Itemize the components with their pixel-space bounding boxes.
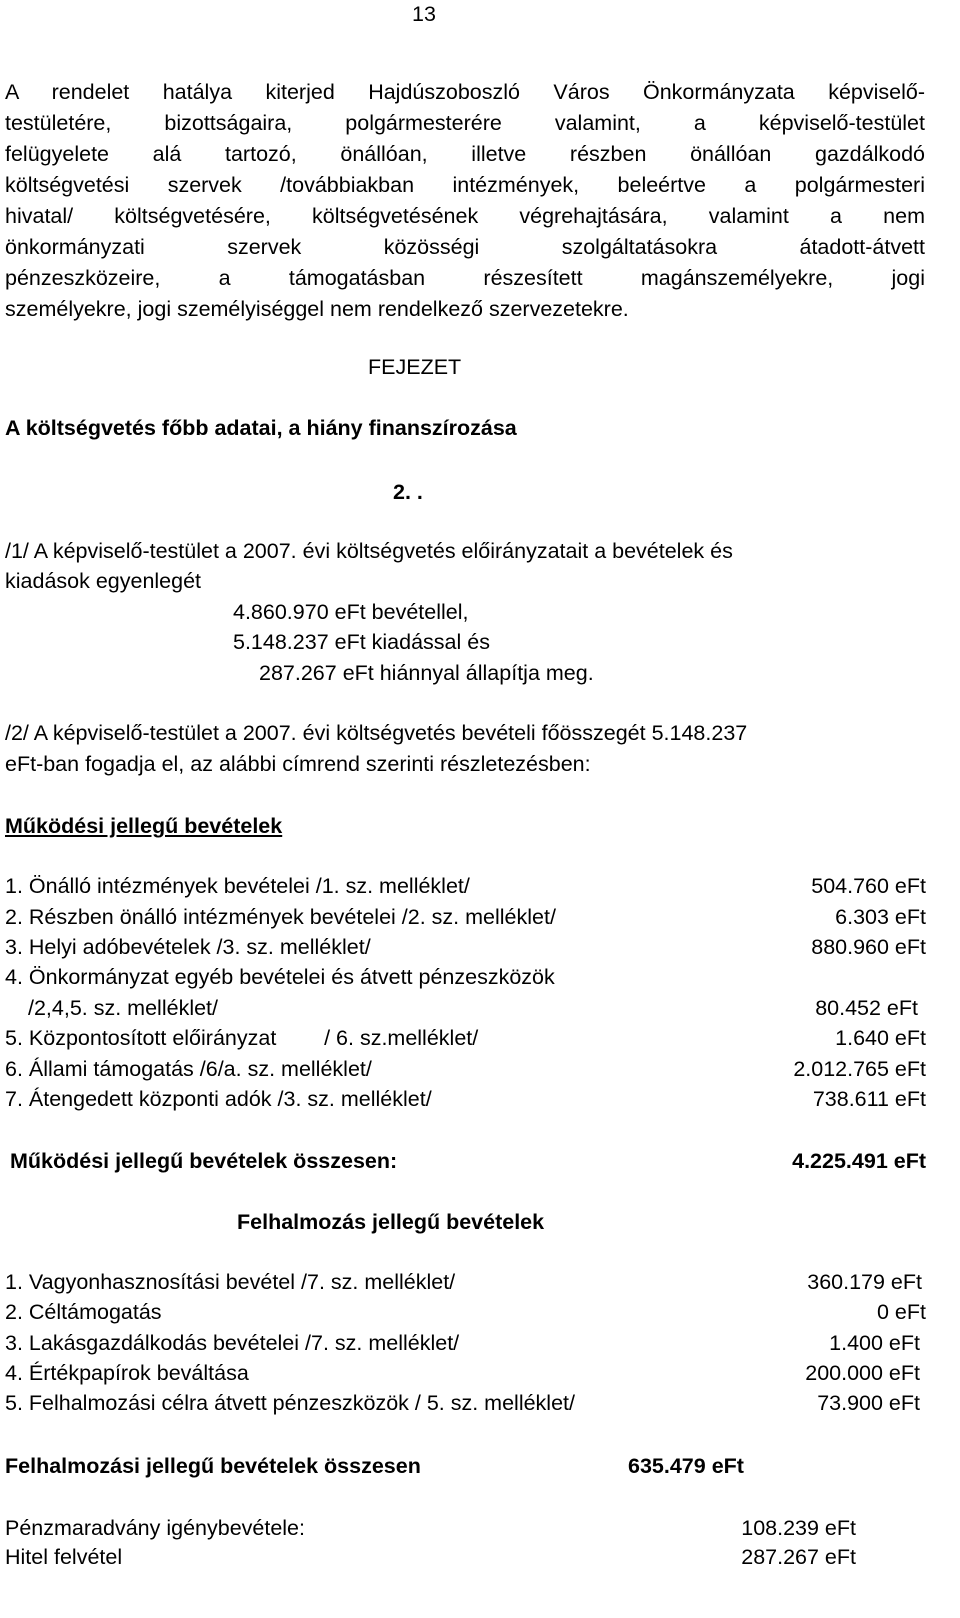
para1-line: /1/ A képviselő-testület a 2007. évi költségvetés előirányzatait a bevételek és [5,539,733,563]
operating-item-value: 1.640 eFt [835,1026,926,1050]
operating-total-value: 4.225.491 eFt [792,1149,926,1173]
operating-item-label: 1. Önálló intézmények bevételei /1. sz. melléklet/ [5,874,470,898]
operating-heading: Működési jellegű bevételek [5,814,283,838]
intro-line: személyekre, jogi személyiséggel nem rendelkező szervezetekre. [5,297,629,321]
capital-item-label: 3. Lakásgazdálkodás bevételei /7. sz. melléklet/ [5,1331,460,1355]
loan-label: Hitel felvétel [5,1545,123,1569]
para1-revenue: 4.860.970 eFt bevétellel, [233,600,469,624]
intro-line: felügyelete alá tartozó, önállóan, illetve részben önállóan gazdálkodó [5,142,925,166]
para1-line: kiadások egyenlegét [5,569,202,593]
capital-item-label: 5. Felhalmozási célra átvett pénzeszközök / 5. sz. melléklet/ [5,1391,575,1415]
capital-item-value: 1.400 eFt [829,1331,920,1355]
intro-line: hivatal/ költségvetésére, költségvetésének végrehajtására, valamint a nem [5,204,925,228]
intro-line: pénzeszközeire, a támogatásban részesített magánszemélyekre, jogi [5,266,925,290]
operating-item-value: 6.303 eFt [835,905,926,929]
chapter-title: A költségvetés főbb adatai, a hiány finanszírozása [5,416,517,440]
intro-line: önkormányzati szervek közösségi szolgáltatásokra átadott-átvett [5,235,925,259]
capital-total-value: 635.479 eFt [628,1454,744,1478]
para2-line: eFt-ban fogadja el, az alábbi címrend szerinti részletezésben: [5,752,591,776]
operating-item-value: 880.960 eFt [811,935,926,959]
intro-line: A rendelet hatálya kiterjed Hajdúszoboszló Város Önkormányzata képviselő- [5,80,925,104]
capital-total-label: Felhalmozási jellegű bevételek összesen [5,1454,421,1478]
intro-line: költségvetési szervek /továbbiakban intézmények, beleértve a polgármesteri [5,173,925,197]
para1-expenditure: 5.148.237 eFt kiadással és [233,630,490,654]
capital-item-value: 200.000 eFt [805,1361,920,1385]
residual-value: 108.239 eFt [741,1516,856,1540]
capital-item-value: 360.179 eFt [807,1270,922,1294]
capital-item-label: 2. Céltámogatás [5,1300,162,1324]
operating-item-label: 4. Önkormányzat egyéb bevételei és átvett pénzeszközök [5,965,555,989]
intro-line: testületére, bizottságaira, polgármesterére valamint, a képviselő-testület [5,111,925,135]
operating-item-value: 738.611 eFt [812,1087,926,1111]
para2-line: /2/ A képviselő-testület a 2007. évi költségvetés bevételi főösszegét 5.148.237 [5,721,748,745]
residual-label: Pénzmaradvány igénybevétele: [5,1516,305,1540]
operating-item-label: /2,4,5. sz. melléklet/ [28,996,218,1020]
operating-item-value: 2.012.765 eFt [793,1057,926,1081]
operating-item-label: 5. Központosított előirányzat / 6. sz.melléklet/ [5,1026,479,1050]
page-number: 13 [412,2,436,26]
operating-item-label: 6. Állami támogatás /6/a. sz. melléklet/ [5,1057,372,1081]
operating-item-value: 80.452 eFt [815,996,918,1020]
capital-heading: Felhalmozás jellegű bevételek [237,1210,545,1234]
operating-item-label: 3. Helyi adóbevételek /3. sz. melléklet/ [5,935,371,959]
loan-value: 287.267 eFt [741,1545,856,1569]
capital-item-value: 73.900 eFt [817,1391,920,1415]
operating-item-value: 504.760 eFt [811,874,926,898]
capital-item-label: 1. Vagyonhasznosítási bevétel /7. sz. melléklet/ [5,1270,456,1294]
operating-item-label: 7. Átengedett központi adók /3. sz. melléklet/ [5,1087,432,1111]
capital-item-value: 0 eFt [877,1300,926,1324]
chapter-label: FEJEZET [368,355,462,379]
section-number: 2. . [393,480,423,504]
operating-total-label: Működési jellegű bevételek összesen: [10,1149,398,1173]
capital-item-label: 4. Értékpapírok beváltása [5,1361,249,1385]
para1-deficit: 287.267 eFt hiánnyal állapítja meg. [259,661,594,685]
operating-item-label: 2. Részben önálló intézmények bevételei /2. sz. melléklet/ [5,905,556,929]
